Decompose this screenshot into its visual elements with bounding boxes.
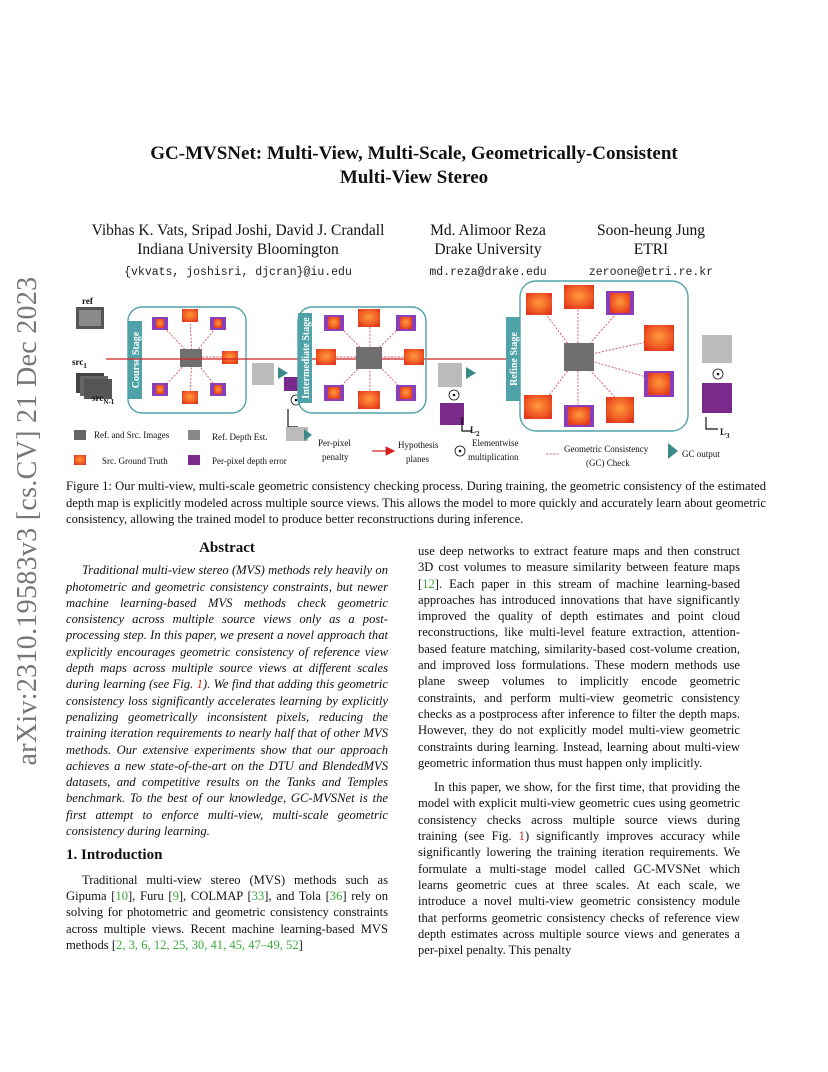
arxiv-id: arXiv:2310.19583v3 [cs.CV] 21 Dec 2023 [12,276,43,765]
author-affiliation: Indiana University Bloomington [137,241,339,258]
stage2-point-cloud [438,363,462,387]
abstract-heading: Abstract [199,540,255,556]
introduction-paragraph: Traditional multi-view stereo (MVS) methods such as Gipuma [10], Furu [9], COLMAP [33], and Tola [36] rely on solving for photometric and geometric consistency constraints across multiple views. Recent machine learning-based MVS methods [2, 3, 6, 12, 25, 30, 41, 45, 47–49, 52] [66,872,388,952]
author-email: zeroone@etri.re.kr [588,266,714,279]
citation-list-link[interactable]: 2, 3, 6, 12, 25, 30, 41, 45, 47–49, 52 [116,937,299,952]
citation-link[interactable]: 10 [115,888,128,903]
title-line-2: Multi-View Stereo [339,167,489,188]
author-affiliation: Drake University [434,241,542,258]
citation-link[interactable]: 12 [422,576,435,591]
stage1-point-cloud [252,363,274,385]
refine-stage-label: Refine Stage [509,332,520,386]
author-names: Vibhas K. Vats, Sripad Joshi, David J. Crandall [91,222,385,239]
figure-ref-link[interactable]: 1 [196,677,203,692]
stage3-spokes [542,299,660,417]
stage3-ref-depth [564,343,594,371]
svg-text:planes: planes [406,454,429,464]
svg-text:Per-pixel: Per-pixel [318,438,351,448]
citation-link[interactable]: 36 [329,888,343,903]
svg-text:GC output: GC output [682,449,720,459]
author-block-drake [416,221,560,282]
stage3-maps [524,285,674,427]
ref-label: ref [82,296,93,306]
figure-ref-link[interactable]: 1 [518,829,525,844]
svg-text:Ref. Depth Est.: Ref. Depth Est. [212,432,268,442]
right-paragraph-1: use deep networks to extract feature maps and then construct 3D cost volumes to measure similarity between feature maps [12]. Each paper in this stream of machine learning-based approaches has introduced innovations that have significantly improved the quality of depth estimates and point cloud reconstructions, like multi-level feature extraction, attention-based feature matching, similarity-based cost-volume creation, and improved loss formulations. These modern methods use plane sweep volumes to implicitly encode geometric constraints, and perform multi-view geometric consistency checks as a postprocess after inference to filter the depth maps. However, they do not explicitly model multi-view geometric constraints during learning. Instead, learning about multi-view geometric information thus must happen only implicitly. [418,544,740,770]
paper-title [80,142,748,190]
citation-link[interactable]: 9 [172,888,179,903]
svg-text:multiplication: multiplication [468,452,519,462]
stage3-point-cloud [702,335,732,363]
svg-text:(GC) Check: (GC) Check [586,458,630,468]
stage1-maps [152,309,238,404]
svg-text:Geometric Consistency: Geometric Consistency [564,444,649,454]
right-column [418,543,740,958]
author-block-etri [576,221,726,282]
svg-text:Src. Ground Truth: Src. Ground Truth [102,456,168,466]
svg-text:Ref. and Src. Images: Ref. and Src. Images [94,430,170,440]
author-block-iu [82,221,394,282]
title-line-1: GC-MVSNet: Multi-View, Multi-Scale, Geometrically-Consistent [150,143,678,164]
citation-link[interactable]: 33 [251,888,265,903]
figure-1-diagram [66,277,766,471]
author-email: {vkvats, joshisri, djcran}@iu.edu [124,266,352,279]
left-column [66,540,388,953]
srcn-label: src$_{N-1}$ [92,393,115,406]
stage2-ref-depth [356,347,382,369]
introduction-heading: 1. Introduction [66,847,163,864]
intermediate-stage-label: Intermediate Stage [301,317,312,399]
arxiv-side-stamp [6,276,50,765]
src1-label: src$_1$ [72,357,87,370]
loss-l3: $L_3$ [720,427,730,440]
abstract-text: Traditional multi-view stereo (MVS) methods rely heavily on photometric and geometric consistency constraints, but newer machine learning-based MVS methods check geometric consistency across multiple source views only as a post-processing step. In this paper, we present a novel approach that explicitly encourages geometric consistency of reference view depth maps across multiple source views at different scales during learning (see Fig. 1). We find that adding this geometric consistency loss significantly accelerates learning by explicitly penalizing geometrically inconsistent pixels, reducing the training iteration requirements to nearly half that of other MVS methods. Our extensive experiments show that our approach achieves a new state-of-the-art on the DTU and BlendedMVS datasets, and competitive results on the Tanks and Temples benchmark. To the best of our knowledge, GC-MVSNet is the first attempt to enforce multi-view, multi-scale geometric consistency during learning. [66,563,388,839]
author-names: Soon-heung Jung [596,222,706,239]
loss-l2: $L_2$ [470,425,480,438]
author-names: Md. Alimoor Reza [430,222,546,239]
author-email: md.reza@drake.edu [429,266,547,279]
coarse-stage-label: Course Stage [131,331,142,389]
svg-text:penalty: penalty [322,452,349,462]
svg-text:Elementwise: Elementwise [472,438,519,448]
stage1-ref-depth [180,349,202,367]
svg-text:Hypothesis: Hypothesis [398,440,439,450]
svg-text:Per-pixel depth error: Per-pixel depth error [212,456,287,466]
figure-caption: Figure 1: Our multi-view, multi-scale geometric consistency checking process. During training, the geometric consistency of the estimated depth map is explicitly modeled across multiple source views. This allows the model to more quickly and accurately learn about geometric consistency, allowing the trained model to produce better reconstructions during inference. [66,479,766,527]
right-paragraph-2: In this paper, we show, for the first time, that providing the model with explicit multi-view geometric cues using geometric consistency checks across multiple source views during training (see Fig. 1) significantly improves accuracy while significantly lowering the training iteration requirements. We formulate a multi-stage model called GC-MVSNet which learns geometric cues at three scales. At each scale, we introduce a novel multi-view geometric consistency module that performs geometric consistency checks of reference view depth estimates across multiple source views and generates a per-pixel penalty. This penalty [418,780,740,958]
stage2-maps [316,309,424,409]
figure-legend [74,427,720,468]
author-affiliation: ETRI [633,241,669,258]
